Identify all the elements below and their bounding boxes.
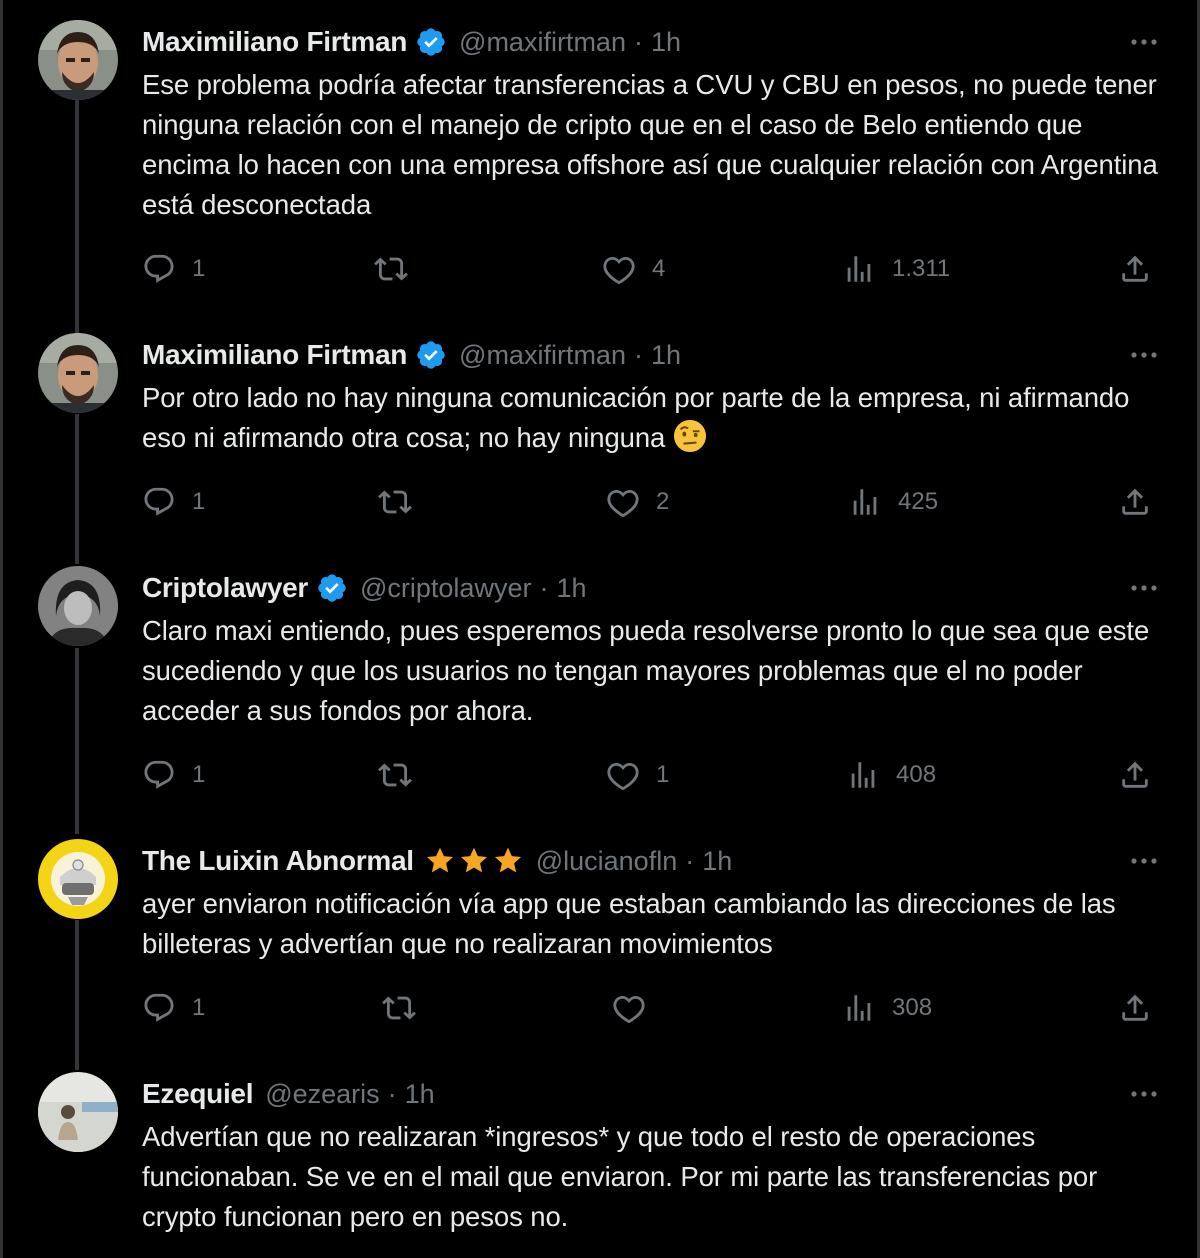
tweet-text: Ese problema podría afectar transferencias a CVU y CBU en pesos, no puede tener ninguna relación con el manejo de cripto que en el caso de Belo entiendo que encima lo hacen con una empresa offshore así que cualquier relación con Argentina está desconectada [142,69,1158,220]
author-name[interactable]: Criptolawyer [142,572,308,603]
views-button[interactable] [842,249,950,289]
share-icon [1118,758,1152,792]
timestamp[interactable]: 1h [556,572,587,603]
timestamp[interactable]: 1h [404,1078,435,1109]
reply-button[interactable] [142,988,205,1028]
timestamp[interactable]: 1h [650,339,682,370]
reply-count: 1 [192,255,206,282]
views-chart-icon [842,991,876,1025]
tweet-text: ayer enviaron notificación vía app que estaban cambiando las direcciones de las billeteras y advertían que no realizaran movimientos [142,888,1116,959]
like-heart-icon [612,991,646,1025]
views-count: 1.311 [892,255,951,282]
thread-line [75,100,79,335]
separator-dot: · [685,845,695,876]
author-name[interactable]: Maximiliano Firtman [142,339,408,370]
retweet-button[interactable] [378,755,428,795]
face-with-raised-eyebrow-emoji [673,419,707,453]
tweet-text: Advertían que no realizaran *ingresos* y que todo el resto de operaciones funcionaban. Se ve en el mail que enviaron. Por mi parte las transferencias por crypto funcionan pero en pesos no. [142,1121,1098,1232]
reply-count: 1 [192,488,206,515]
tweet-actions [142,482,1162,522]
like-button[interactable] [606,482,669,522]
author-name[interactable]: Ezequiel [142,1078,254,1109]
tweet-header [142,566,587,610]
star-icon [458,845,490,877]
reply-button[interactable] [142,755,205,795]
like-button[interactable] [606,755,669,795]
separator-dot: · [539,572,549,603]
tweet-header [142,333,681,377]
more-dots-icon[interactable] [1128,849,1160,873]
separator-dot: · [387,1078,397,1109]
like-heart-icon [602,252,636,286]
verified-badge-icon [316,572,348,604]
avatar[interactable] [38,1072,118,1152]
views-chart-icon [842,252,876,286]
share-button[interactable] [1118,755,1152,795]
reply-icon [142,252,176,286]
share-icon [1118,252,1152,286]
share-button[interactable] [1118,988,1152,1028]
avatar[interactable] [38,839,118,919]
retweet-icon [378,485,412,519]
star-icon [492,845,524,877]
tweet-header [142,839,732,883]
reply-count: 1 [192,994,206,1021]
author-name[interactable]: Maximiliano Firtman [142,26,408,57]
retweet-icon [374,252,408,286]
retweet-button[interactable] [374,249,424,289]
share-icon [1118,485,1152,519]
star-icon [424,845,456,877]
avatar[interactable] [38,20,118,100]
views-chart-icon [846,758,880,792]
retweet-icon [378,758,412,792]
reply-icon [142,991,176,1025]
avatar[interactable] [38,333,118,413]
retweet-button[interactable] [382,988,432,1028]
views-count: 408 [896,761,937,788]
reply-button[interactable] [142,482,205,522]
tweet-text-container [142,378,1172,458]
reply-icon [142,485,176,519]
views-chart-icon [848,485,882,519]
thread-line [75,920,79,1070]
like-count: 4 [652,255,666,282]
separator-dot: · [633,26,643,57]
separator-dot: · [633,339,643,370]
star-badges [424,845,524,877]
retweet-icon [382,991,416,1025]
author-name[interactable]: The Luixin Abnormal [142,845,414,876]
verified-badge-icon [415,26,447,58]
author-handle[interactable]: @maxifirtman [459,26,626,57]
share-button[interactable] [1118,482,1152,522]
thread-line [75,414,79,564]
author-handle[interactable]: @lucianofln [535,845,678,876]
share-button[interactable] [1118,249,1152,289]
more-dots-icon[interactable] [1128,1082,1160,1106]
reply-icon [142,758,176,792]
views-button[interactable] [848,482,938,522]
timestamp[interactable]: 1h [702,845,733,876]
reply-count: 1 [192,761,206,788]
views-count: 308 [892,994,933,1021]
author-handle[interactable]: @ezearis [265,1078,380,1109]
tweet-actions [142,249,1162,289]
views-count: 425 [898,488,939,515]
like-button[interactable] [612,988,662,1028]
left-border [0,0,3,1258]
like-button[interactable] [602,249,665,289]
thread-line [75,648,79,834]
views-button[interactable] [842,988,932,1028]
views-button[interactable] [846,755,936,795]
verified-badge-icon [415,339,447,371]
avatar[interactable] [38,566,118,646]
share-icon [1118,991,1152,1025]
tweet-actions [142,755,1162,795]
like-count: 2 [656,488,670,515]
like-heart-icon [606,758,640,792]
tweet-actions [142,988,1162,1028]
author-handle[interactable]: @criptolawyer [360,572,532,603]
more-dots-icon[interactable] [1128,576,1160,600]
like-count: 1 [656,761,670,788]
tweet-text: Por otro lado no hay ninguna comunicación por parte de la empresa, ni afirmando eso ni afirmando otra cosa; no hay ninguna [142,382,1130,453]
reply-button[interactable] [142,249,205,289]
author-handle[interactable]: @maxifirtman [459,339,626,370]
tweet-header [142,20,681,64]
tweet-header [142,1072,435,1116]
more-dots-icon[interactable] [1128,343,1160,367]
more-dots-icon[interactable] [1128,30,1160,54]
timestamp[interactable]: 1h [650,26,682,57]
tweet-text: Claro maxi entiendo, pues esperemos pueda resolverse pronto lo que sea que este sucediendo y que los usuarios no tengan mayores problemas que el no poder acceder a sus fondos por ahora. [142,615,1150,726]
retweet-button[interactable] [378,482,428,522]
like-heart-icon [606,485,640,519]
